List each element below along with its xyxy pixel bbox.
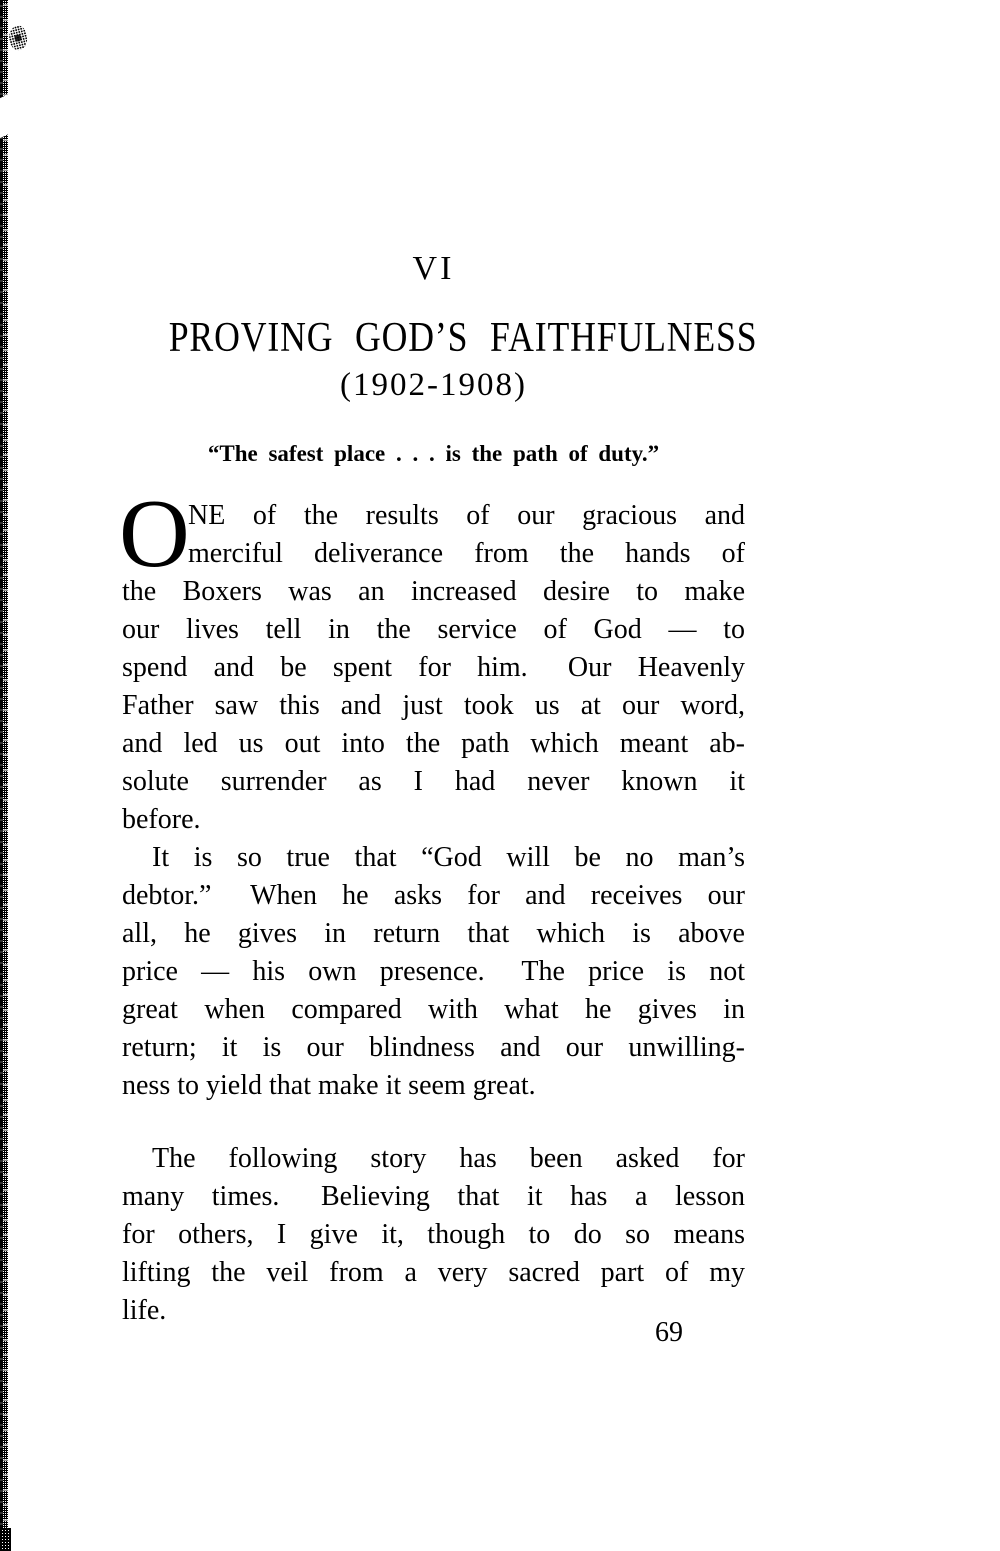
text-line: all, he gives in return that which is above	[122, 918, 745, 949]
text-line: It is so true that “God will be no man’s	[152, 842, 745, 873]
text-line: The following story has been asked for	[152, 1143, 745, 1174]
epigraph-quote: “The safest place . . . is the path of duty.”	[207, 441, 660, 466]
text-line: NE of the results of our gracious and	[188, 500, 745, 531]
paragraph	[119, 480, 745, 839]
text-line: life.	[122, 1295, 167, 1326]
text-line: merciful deliverance from the hands of	[188, 538, 745, 569]
text-line: for others, I give it, though to do so means	[122, 1219, 745, 1250]
scan-edge-artifact	[0, 0, 8, 1551]
page-number: 69	[655, 1317, 683, 1348]
text-line: many times. Believing that it has a lesson	[122, 1181, 745, 1212]
scan-bottom-mark	[0, 1528, 11, 1551]
text-line: price — his own presence. The price is not	[122, 956, 745, 987]
paragraph	[122, 839, 745, 1105]
paragraph	[122, 1140, 745, 1330]
body-text	[119, 480, 745, 1330]
chapter-title: PROVING GOD’S FAITHFULNESS	[168, 315, 758, 361]
drop-cap: O	[119, 480, 190, 588]
text-line: and led us out into the path which meant ab-	[122, 728, 745, 759]
chapter-date-range: (1902-1908)	[340, 367, 527, 403]
text-line: lifting the veil from a very sacred part of my	[122, 1257, 745, 1288]
text-line: solute surrender as I had never known it	[122, 766, 745, 797]
ink-smudge	[6, 24, 29, 52]
scan-band-notch	[0, 94, 9, 138]
text-line: before.	[122, 804, 201, 835]
text-line: spend and be spent for him. Our Heavenly	[122, 652, 745, 683]
text-line: Father saw this and just took us at our word,	[122, 690, 745, 721]
text-line: return; it is our blindness and our unwilling-	[122, 1032, 745, 1063]
text-line: debtor.” When he asks for and receives our	[122, 880, 745, 911]
text-line: ness to yield that make it seem great.	[122, 1070, 536, 1101]
text-line: the Boxers was an increased desire to make	[122, 576, 745, 607]
text-line: our lives tell in the service of God — to	[122, 614, 745, 645]
page-content	[119, 0, 758, 1330]
chapter-number: VI	[412, 250, 455, 287]
text-line: great when compared with what he gives in	[122, 994, 745, 1025]
